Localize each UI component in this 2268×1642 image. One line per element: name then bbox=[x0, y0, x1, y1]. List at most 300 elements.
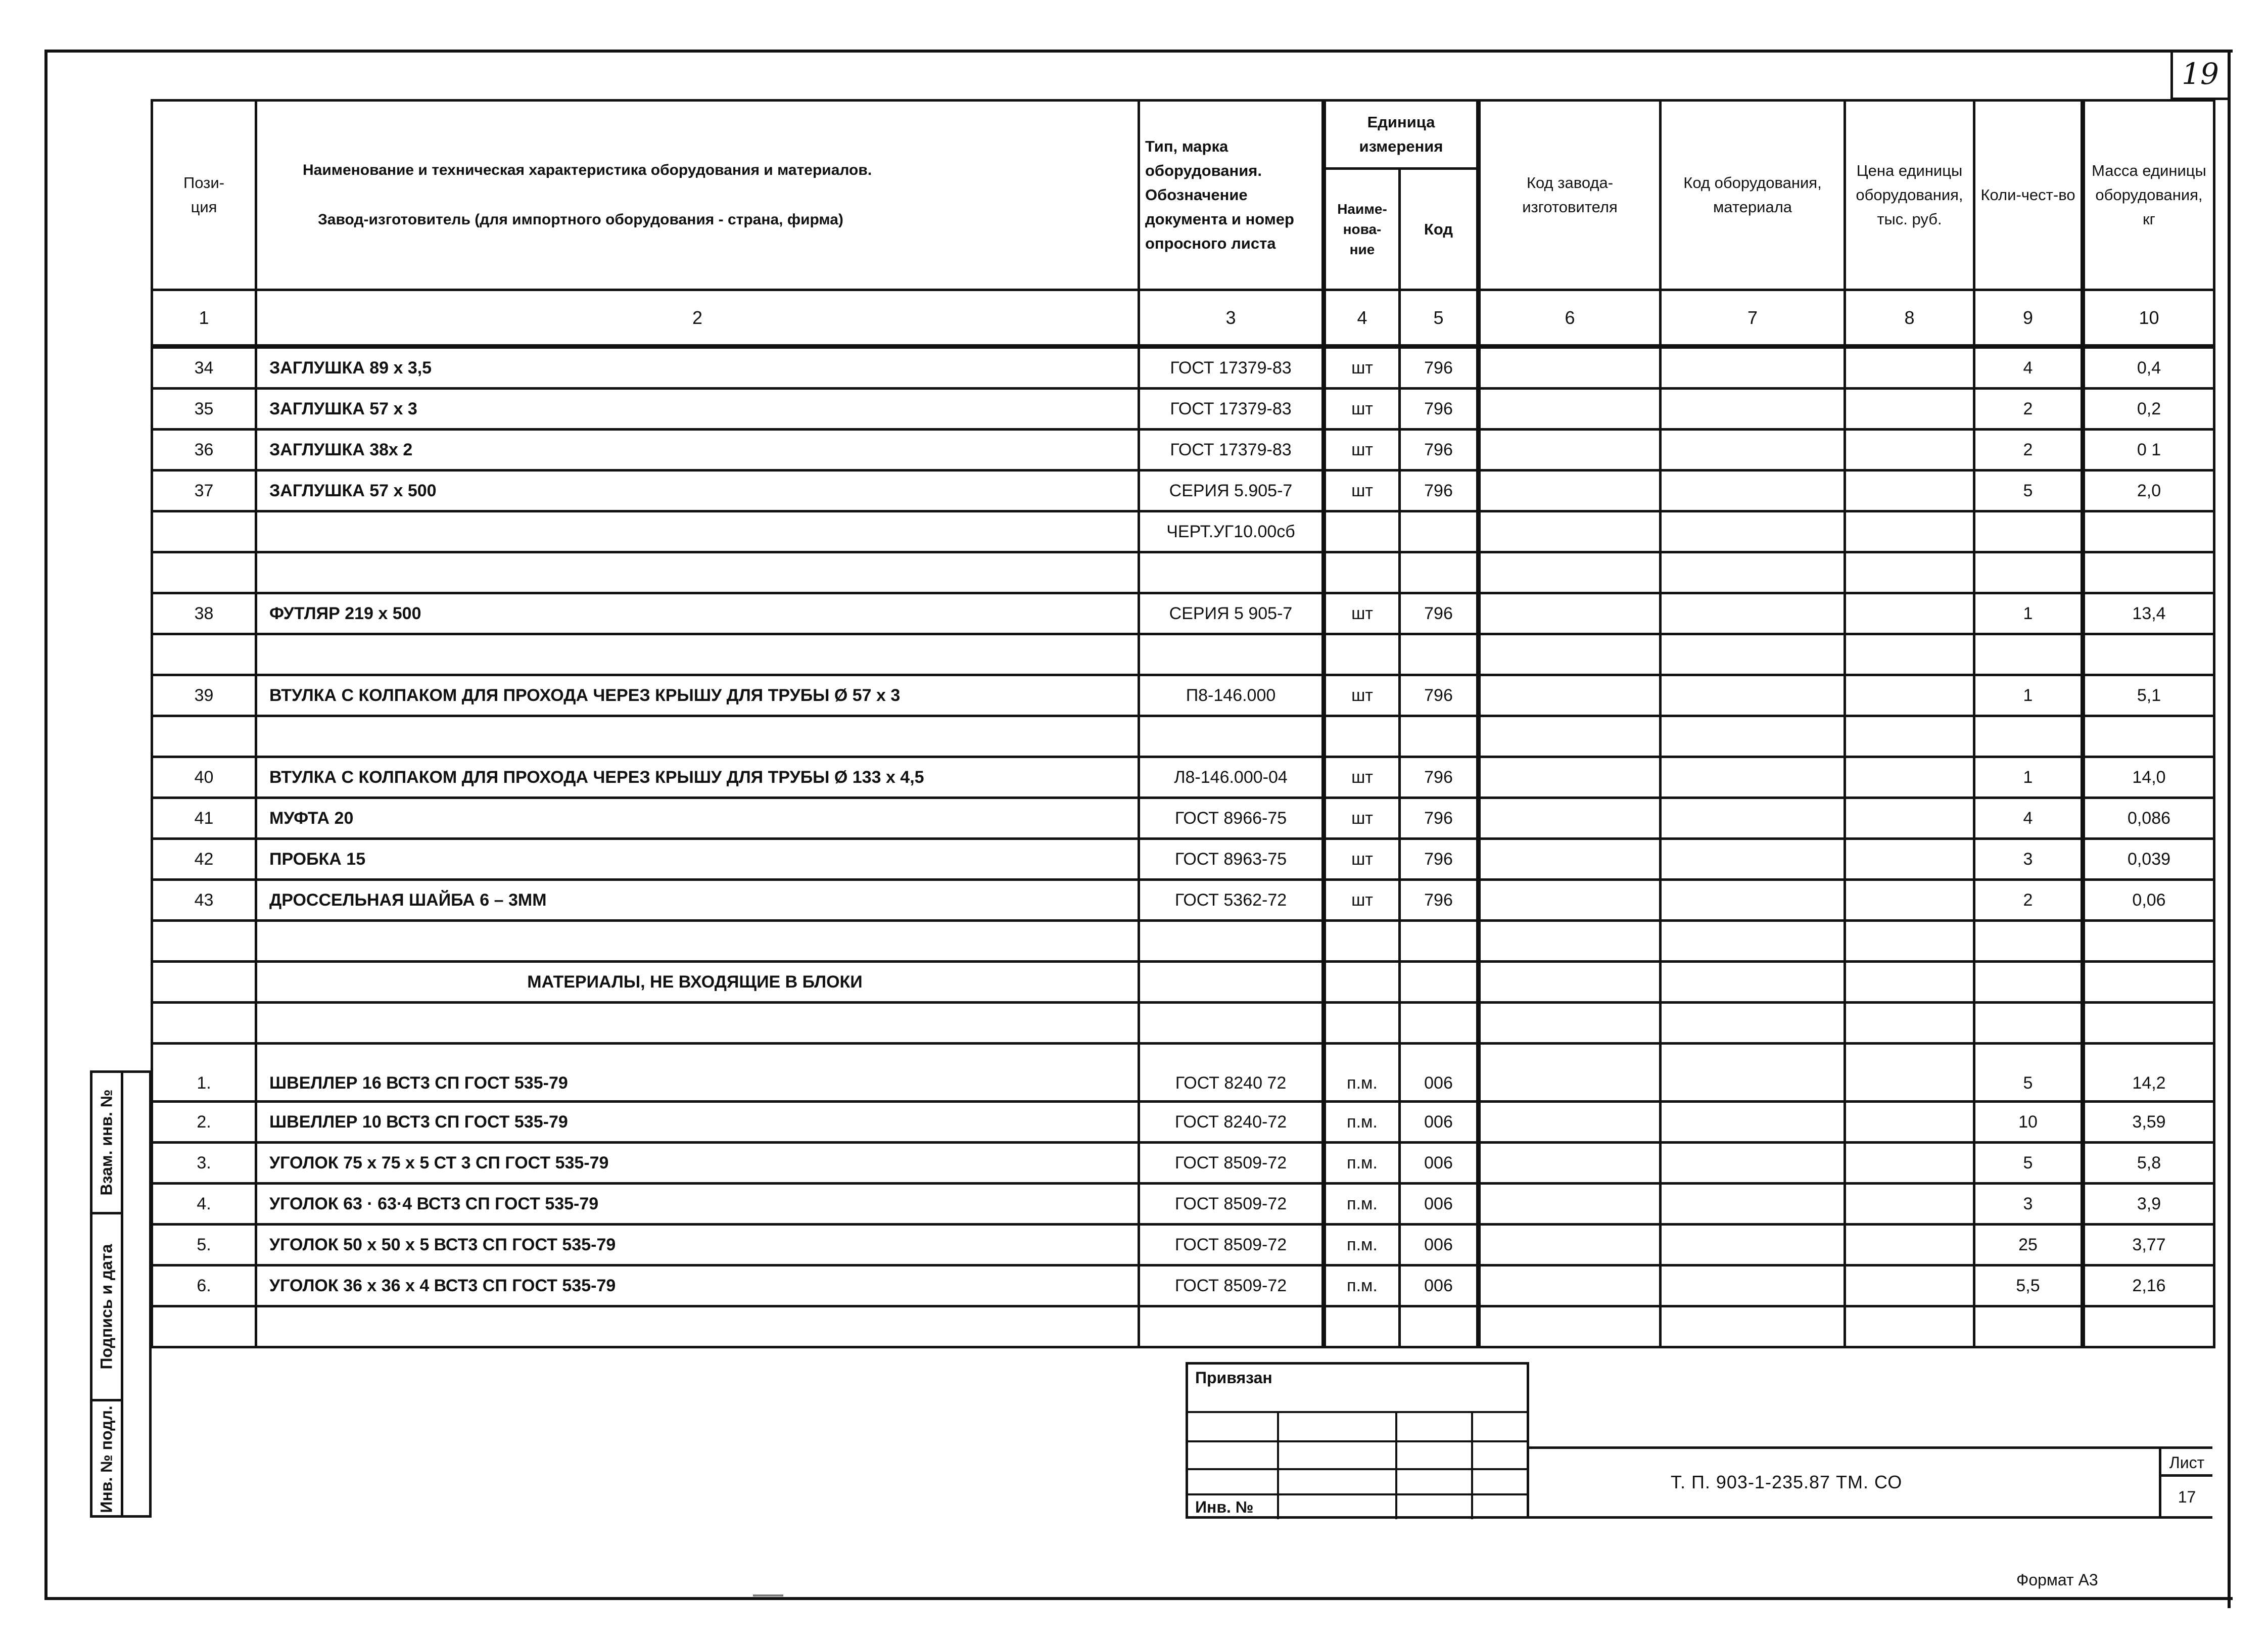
cell-equip-code bbox=[1661, 839, 1845, 880]
side-cell-sign-date bbox=[92, 1214, 121, 1401]
table-row bbox=[152, 347, 2214, 389]
cell-mass: 0,2 bbox=[2083, 389, 2214, 430]
cell-mass: 0 1 bbox=[2083, 430, 2214, 471]
cell-unit-code: 796 bbox=[1400, 389, 1479, 430]
cell-mass: 2,16 bbox=[2083, 1265, 2214, 1306]
cell-unit-name bbox=[1324, 634, 1400, 675]
cell-position: 36 bbox=[152, 430, 256, 471]
cell-position: 35 bbox=[152, 389, 256, 430]
cell-equip-code bbox=[1661, 798, 1845, 839]
cell-unit-name bbox=[1324, 716, 1400, 757]
cell-unit-name: п.м. bbox=[1324, 1102, 1400, 1143]
cell-position bbox=[152, 1003, 256, 1044]
column-number: 4 bbox=[1324, 290, 1400, 347]
cell-maker-code bbox=[1479, 430, 1661, 471]
cell-unit-name: шт bbox=[1324, 798, 1400, 839]
cell-price bbox=[1845, 634, 1974, 675]
cell-mass bbox=[2083, 716, 2214, 757]
cell-price bbox=[1845, 1225, 1974, 1265]
cell-mass: 0,4 bbox=[2083, 347, 2214, 389]
cell-mass: 0,086 bbox=[2083, 798, 2214, 839]
column-number: 5 bbox=[1400, 290, 1479, 347]
cell-mass: 13,4 bbox=[2083, 593, 2214, 634]
cell-position bbox=[152, 552, 256, 593]
cell-maker-code bbox=[1479, 1102, 1661, 1143]
cell-unit-code: 006 bbox=[1400, 1225, 1479, 1265]
cell-document: ГОСТ 17379-83 bbox=[1139, 389, 1324, 430]
cell-quantity: 2 bbox=[1974, 389, 2083, 430]
cell-mass: 14,0 bbox=[2083, 757, 2214, 798]
cell-unit-name: п.м. bbox=[1324, 1044, 1400, 1102]
table-row bbox=[152, 1225, 2214, 1265]
table-row bbox=[152, 757, 2214, 798]
cell-equip-code bbox=[1661, 962, 1845, 1003]
cell-mass: 5,8 bbox=[2083, 1143, 2214, 1184]
cell-quantity: 1 bbox=[1974, 757, 2083, 798]
table-row bbox=[152, 1306, 2214, 1347]
cell-name: УГОЛОК 36 х 36 х 4 ВСТ3 СП ГОСТ 535-79 bbox=[256, 1265, 1139, 1306]
cell-quantity: 3 bbox=[1974, 839, 2083, 880]
binding-stamp bbox=[1186, 1362, 1529, 1519]
cell-name: ДРОССЕЛЬНАЯ ШАЙБА 6 – 3ММ bbox=[256, 880, 1139, 921]
cell-price bbox=[1845, 675, 1974, 716]
cell-name bbox=[256, 1003, 1139, 1044]
cell-document: ГОСТ 8509-72 bbox=[1139, 1184, 1324, 1225]
cell-document: ГОСТ 8509-72 bbox=[1139, 1143, 1324, 1184]
cell-maker-code bbox=[1479, 962, 1661, 1003]
cell-name bbox=[256, 634, 1139, 675]
cell-position bbox=[152, 634, 256, 675]
table-row bbox=[152, 430, 2214, 471]
cell-equip-code bbox=[1661, 347, 1845, 389]
header-type: Тип, марка оборудования. Обозначение документа и номер опросного листа bbox=[1139, 101, 1324, 290]
cell-unit-code bbox=[1400, 552, 1479, 593]
header-maker-code: Код завода-изготовителя bbox=[1479, 101, 1661, 290]
cell-unit-name bbox=[1324, 962, 1400, 1003]
cell-document: СЕРИЯ 5.905-7 bbox=[1139, 471, 1324, 511]
cell-maker-code bbox=[1479, 1184, 1661, 1225]
cell-unit-code: 796 bbox=[1400, 347, 1479, 389]
cell-unit-code: 796 bbox=[1400, 839, 1479, 880]
cell-unit-name: шт bbox=[1324, 347, 1400, 389]
column-number: 8 bbox=[1845, 290, 1974, 347]
cell-position: 3. bbox=[152, 1143, 256, 1184]
cell-quantity bbox=[1974, 921, 2083, 962]
cell-name: УГОЛОК 63 · 63·4 ВСТ3 СП ГОСТ 535-79 bbox=[256, 1184, 1139, 1225]
cell-price bbox=[1845, 593, 1974, 634]
side-cell-inv-orig bbox=[92, 1401, 121, 1517]
cell-unit-code bbox=[1400, 634, 1479, 675]
cell-price bbox=[1845, 757, 1974, 798]
cell-unit-code bbox=[1400, 716, 1479, 757]
cell-price bbox=[1845, 1265, 1974, 1306]
cell-equip-code bbox=[1661, 1003, 1845, 1044]
cell-document: СЕРИЯ 5 905-7 bbox=[1139, 593, 1324, 634]
cell-equip-code bbox=[1661, 634, 1845, 675]
sheet-number: 17 bbox=[2178, 1488, 2196, 1506]
cell-unit-name: шт bbox=[1324, 430, 1400, 471]
header-unit-name: Наиме-нова-ние bbox=[1324, 169, 1400, 290]
column-number: 2 bbox=[256, 290, 1139, 347]
cell-equip-code bbox=[1661, 511, 1845, 552]
side-label-inv-orig: Инв. № подл. bbox=[97, 1405, 116, 1513]
cell-maker-code bbox=[1479, 552, 1661, 593]
cell-quantity: 2 bbox=[1974, 430, 2083, 471]
cell-name: УГОЛОК 50 х 50 х 5 ВСТ3 СП ГОСТ 535-79 bbox=[256, 1225, 1139, 1265]
cell-document: ЧЕРТ.УГ10.00сб bbox=[1139, 511, 1324, 552]
cell-unit-name bbox=[1324, 1306, 1400, 1347]
cell-price bbox=[1845, 839, 1974, 880]
table-row bbox=[152, 1265, 2214, 1306]
cell-maker-code bbox=[1479, 511, 1661, 552]
cell-quantity: 1 bbox=[1974, 675, 2083, 716]
cell-price bbox=[1845, 921, 1974, 962]
side-cell-inv-no bbox=[92, 1073, 121, 1214]
cell-unit-name bbox=[1324, 552, 1400, 593]
table-row bbox=[152, 716, 2214, 757]
cell-price bbox=[1845, 716, 1974, 757]
cell-unit-code bbox=[1400, 511, 1479, 552]
cell-position: 40 bbox=[152, 757, 256, 798]
cell-mass: 0,039 bbox=[2083, 839, 2214, 880]
cell-quantity bbox=[1974, 1003, 2083, 1044]
cell-unit-name bbox=[1324, 921, 1400, 962]
cell-document: ГОСТ 8966-75 bbox=[1139, 798, 1324, 839]
cell-unit-code: 006 bbox=[1400, 1102, 1479, 1143]
cell-position: 4. bbox=[152, 1184, 256, 1225]
cell-unit-name: п.м. bbox=[1324, 1265, 1400, 1306]
cell-name: ЗАГЛУШКА 89 х 3,5 bbox=[256, 347, 1139, 389]
header-name-line1: Наименование и техническая характеристика оборудования и материалов. bbox=[303, 162, 872, 178]
cell-unit-code: 796 bbox=[1400, 430, 1479, 471]
cell-name: ВТУЛКА С КОЛПАКОМ ДЛЯ ПРОХОДА ЧЕРЕЗ КРЫШУ ДЛЯ ТРУБЫ Ø 57 х 3 bbox=[256, 675, 1139, 716]
cell-document bbox=[1139, 716, 1324, 757]
cell-unit-code: 006 bbox=[1400, 1265, 1479, 1306]
table-row bbox=[152, 675, 2214, 716]
cell-unit-code: 006 bbox=[1400, 1184, 1479, 1225]
cell-document: ГОСТ 8963-75 bbox=[1139, 839, 1324, 880]
cell-price bbox=[1845, 798, 1974, 839]
cell-mass bbox=[2083, 552, 2214, 593]
cell-equip-code bbox=[1661, 1306, 1845, 1347]
cell-document: ГОСТ 8240-72 bbox=[1139, 1102, 1324, 1143]
cell-document: ГОСТ 17379-83 bbox=[1139, 430, 1324, 471]
cell-name bbox=[256, 716, 1139, 757]
cell-quantity bbox=[1974, 634, 2083, 675]
cell-equip-code bbox=[1661, 757, 1845, 798]
cell-unit-code: 796 bbox=[1400, 798, 1479, 839]
header-name bbox=[256, 101, 1139, 290]
table-row bbox=[152, 471, 2214, 511]
cell-unit-code: 796 bbox=[1400, 675, 1479, 716]
cell-unit-name: шт bbox=[1324, 593, 1400, 634]
document-code: Т. П. 903-1-235.87 ТМ. СО bbox=[1671, 1472, 1903, 1492]
specification-table bbox=[151, 99, 2215, 1348]
cell-quantity bbox=[1974, 716, 2083, 757]
cell-name: ШВЕЛЛЕР 16 ВСТ3 СП ГОСТ 535-79 bbox=[256, 1044, 1139, 1102]
cell-mass: 14,2 bbox=[2083, 1044, 2214, 1102]
cell-maker-code bbox=[1479, 880, 1661, 921]
cell-unit-name: шт bbox=[1324, 389, 1400, 430]
cell-position bbox=[152, 511, 256, 552]
cell-unit-code: 796 bbox=[1400, 471, 1479, 511]
cell-document bbox=[1139, 634, 1324, 675]
cell-position: 6. bbox=[152, 1265, 256, 1306]
cell-maker-code bbox=[1479, 634, 1661, 675]
cell-equip-code bbox=[1661, 1184, 1845, 1225]
table-row bbox=[152, 1003, 2214, 1044]
cell-name bbox=[256, 552, 1139, 593]
cell-equip-code bbox=[1661, 1265, 1845, 1306]
cell-document: П8-146.000 bbox=[1139, 675, 1324, 716]
stamp-bound-label: Привязан bbox=[1195, 1369, 1272, 1387]
cell-maker-code bbox=[1479, 1265, 1661, 1306]
cell-mass bbox=[2083, 962, 2214, 1003]
side-stamp bbox=[90, 1070, 152, 1518]
cell-unit-name: шт bbox=[1324, 880, 1400, 921]
cell-unit-name bbox=[1324, 1003, 1400, 1044]
header-mass: Масса единицы оборудования, кг bbox=[2083, 101, 2214, 290]
table-row bbox=[152, 921, 2214, 962]
cell-name: ЗАГЛУШКА 38х 2 bbox=[256, 430, 1139, 471]
cell-unit-name: п.м. bbox=[1324, 1184, 1400, 1225]
cell-position bbox=[152, 716, 256, 757]
column-number: 6 bbox=[1479, 290, 1661, 347]
cell-maker-code bbox=[1479, 1306, 1661, 1347]
cell-quantity: 25 bbox=[1974, 1225, 2083, 1265]
header-unit-code: Код bbox=[1400, 169, 1479, 290]
cell-quantity: 4 bbox=[1974, 798, 2083, 839]
cell-position: 41 bbox=[152, 798, 256, 839]
cell-unit-code: 006 bbox=[1400, 1044, 1479, 1102]
table-row bbox=[152, 634, 2214, 675]
cell-price bbox=[1845, 1143, 1974, 1184]
cell-unit-name: шт bbox=[1324, 675, 1400, 716]
cell-position bbox=[152, 1306, 256, 1347]
table-row bbox=[152, 511, 2214, 552]
cell-price bbox=[1845, 1003, 1974, 1044]
cell-position: 2. bbox=[152, 1102, 256, 1143]
table-row bbox=[152, 1143, 2214, 1184]
section-row bbox=[152, 962, 2214, 1003]
cell-mass: 5,1 bbox=[2083, 675, 2214, 716]
cell-position: 39 bbox=[152, 675, 256, 716]
cell-unit-code bbox=[1400, 962, 1479, 1003]
cell-equip-code bbox=[1661, 1044, 1845, 1102]
cell-mass bbox=[2083, 511, 2214, 552]
cell-position bbox=[152, 962, 256, 1003]
cell-name bbox=[256, 921, 1139, 962]
cell-price bbox=[1845, 511, 1974, 552]
cell-position: 5. bbox=[152, 1225, 256, 1265]
header-equip-code: Код оборудования, материала bbox=[1661, 101, 1845, 290]
cell-unit-code bbox=[1400, 1306, 1479, 1347]
sheet-box bbox=[2159, 1449, 2212, 1516]
cell-quantity: 3 bbox=[1974, 1184, 2083, 1225]
cell-position bbox=[152, 921, 256, 962]
cell-document: ГОСТ 17379-83 bbox=[1139, 347, 1324, 389]
cell-maker-code bbox=[1479, 716, 1661, 757]
cell-mass bbox=[2083, 921, 2214, 962]
cell-price bbox=[1845, 389, 1974, 430]
cell-quantity bbox=[1974, 552, 2083, 593]
cell-equip-code bbox=[1661, 1102, 1845, 1143]
header-position: Пози- ция bbox=[152, 101, 256, 290]
cell-price bbox=[1845, 430, 1974, 471]
cell-name: ПРОБКА 15 bbox=[256, 839, 1139, 880]
cell-unit-name: шт bbox=[1324, 757, 1400, 798]
cell-equip-code bbox=[1661, 593, 1845, 634]
cell-document: ГОСТ 5362-72 bbox=[1139, 880, 1324, 921]
cell-position: 1. bbox=[152, 1044, 256, 1102]
cell-maker-code bbox=[1479, 1003, 1661, 1044]
cell-unit-name: п.м. bbox=[1324, 1143, 1400, 1184]
cell-position: 43 bbox=[152, 880, 256, 921]
page-mark: 19 bbox=[2170, 50, 2228, 100]
drawing-frame-right-edge bbox=[2228, 50, 2231, 1608]
cell-quantity: 2 bbox=[1974, 880, 2083, 921]
cell-equip-code bbox=[1661, 880, 1845, 921]
cell-unit-name: шт bbox=[1324, 471, 1400, 511]
header-quantity: Коли-чест-во bbox=[1974, 101, 2083, 290]
cell-unit-code: 796 bbox=[1400, 757, 1479, 798]
cell-mass: 2,0 bbox=[2083, 471, 2214, 511]
cell-name: УГОЛОК 75 х 75 х 5 СТ 3 СП ГОСТ 535-79 bbox=[256, 1143, 1139, 1184]
header-unit-group: Единица измерения bbox=[1324, 101, 1479, 169]
cell-price bbox=[1845, 347, 1974, 389]
cell-price bbox=[1845, 471, 1974, 511]
cell-price bbox=[1845, 1044, 1974, 1102]
header-price: Цена единицы оборудования, тыс. руб. bbox=[1845, 101, 1974, 290]
table-row bbox=[152, 1184, 2214, 1225]
header-name-line2: Завод-изготовитель (для импортного оборудования - страна, фирма) bbox=[318, 211, 843, 228]
cell-equip-code bbox=[1661, 675, 1845, 716]
cell-name: ШВЕЛЛЕР 10 ВСТ3 СП ГОСТ 535-79 bbox=[256, 1102, 1139, 1143]
table-row bbox=[152, 1044, 2214, 1102]
table-header-row bbox=[152, 101, 2214, 169]
cell-unit-name bbox=[1324, 511, 1400, 552]
table-row bbox=[152, 593, 2214, 634]
stamp-inv-label: Инв. № bbox=[1195, 1498, 1254, 1516]
cell-equip-code bbox=[1661, 1225, 1845, 1265]
cell-unit-name: п.м. bbox=[1324, 1225, 1400, 1265]
cell-quantity bbox=[1974, 511, 2083, 552]
cell-equip-code bbox=[1661, 552, 1845, 593]
cell-document bbox=[1139, 921, 1324, 962]
cell-maker-code bbox=[1479, 921, 1661, 962]
cell-mass bbox=[2083, 634, 2214, 675]
cell-maker-code bbox=[1479, 1143, 1661, 1184]
cell-unit-code: 796 bbox=[1400, 593, 1479, 634]
cell-equip-code bbox=[1661, 389, 1845, 430]
cell-document bbox=[1139, 962, 1324, 1003]
cell-document bbox=[1139, 1003, 1324, 1044]
cell-quantity: 5 bbox=[1974, 1044, 2083, 1102]
column-number: 3 bbox=[1139, 290, 1324, 347]
column-number-row bbox=[152, 290, 2214, 347]
cell-quantity: 5,5 bbox=[1974, 1265, 2083, 1306]
table-row bbox=[152, 880, 2214, 921]
cell-quantity bbox=[1974, 962, 2083, 1003]
cell-unit-name: шт bbox=[1324, 839, 1400, 880]
cell-name: МУФТА 20 bbox=[256, 798, 1139, 839]
cell-name: МАТЕРИАЛЫ, НЕ ВХОДЯЩИЕ В БЛОКИ bbox=[256, 962, 1139, 1003]
cell-price bbox=[1845, 552, 1974, 593]
cell-document: Л8-146.000-04 bbox=[1139, 757, 1324, 798]
cell-document: ГОСТ 8509-72 bbox=[1139, 1265, 1324, 1306]
title-block bbox=[1529, 1446, 2212, 1519]
cell-price bbox=[1845, 880, 1974, 921]
cell-quantity: 5 bbox=[1974, 471, 2083, 511]
cell-equip-code bbox=[1661, 921, 1845, 962]
sheet-label: Лист bbox=[2161, 1449, 2212, 1477]
cell-equip-code bbox=[1661, 1143, 1845, 1184]
cell-position: 38 bbox=[152, 593, 256, 634]
scan-mark bbox=[753, 1594, 783, 1597]
column-number: 9 bbox=[1974, 290, 2083, 347]
cell-maker-code bbox=[1479, 347, 1661, 389]
cell-maker-code bbox=[1479, 389, 1661, 430]
column-number: 7 bbox=[1661, 290, 1845, 347]
table-row bbox=[152, 1102, 2214, 1143]
table-row bbox=[152, 798, 2214, 839]
cell-unit-code bbox=[1400, 921, 1479, 962]
cell-price bbox=[1845, 1306, 1974, 1347]
cell-maker-code bbox=[1479, 798, 1661, 839]
cell-mass: 3,59 bbox=[2083, 1102, 2214, 1143]
cell-mass: 0,06 bbox=[2083, 880, 2214, 921]
cell-document: ГОСТ 8240 72 bbox=[1139, 1044, 1324, 1102]
cell-quantity: 4 bbox=[1974, 347, 2083, 389]
column-number: 10 bbox=[2083, 290, 2214, 347]
cell-maker-code bbox=[1479, 471, 1661, 511]
cell-equip-code bbox=[1661, 430, 1845, 471]
cell-name: ФУТЛЯР 219 х 500 bbox=[256, 593, 1139, 634]
cell-mass bbox=[2083, 1003, 2214, 1044]
cell-maker-code bbox=[1479, 675, 1661, 716]
cell-position: 37 bbox=[152, 471, 256, 511]
format-label: Формат А3 bbox=[2016, 1571, 2098, 1589]
cell-maker-code bbox=[1479, 839, 1661, 880]
cell-maker-code bbox=[1479, 1225, 1661, 1265]
cell-price bbox=[1845, 962, 1974, 1003]
cell-price bbox=[1845, 1184, 1974, 1225]
cell-unit-code: 006 bbox=[1400, 1143, 1479, 1184]
cell-mass: 3,9 bbox=[2083, 1184, 2214, 1225]
table-row bbox=[152, 839, 2214, 880]
cell-unit-code: 796 bbox=[1400, 880, 1479, 921]
cell-name bbox=[256, 511, 1139, 552]
cell-maker-code bbox=[1479, 757, 1661, 798]
table-row bbox=[152, 389, 2214, 430]
cell-document: ГОСТ 8509-72 bbox=[1139, 1225, 1324, 1265]
cell-document bbox=[1139, 552, 1324, 593]
cell-position: 42 bbox=[152, 839, 256, 880]
cell-quantity: 5 bbox=[1974, 1143, 2083, 1184]
cell-mass bbox=[2083, 1306, 2214, 1347]
cell-quantity bbox=[1974, 1306, 2083, 1347]
cell-name bbox=[256, 1306, 1139, 1347]
table-row bbox=[152, 552, 2214, 593]
cell-price bbox=[1845, 1102, 1974, 1143]
cell-name: ВТУЛКА С КОЛПАКОМ ДЛЯ ПРОХОДА ЧЕРЕЗ КРЫШУ ДЛЯ ТРУБЫ Ø 133 х 4,5 bbox=[256, 757, 1139, 798]
side-label-sign-date: Подпись и дата bbox=[97, 1244, 116, 1370]
cell-maker-code bbox=[1479, 593, 1661, 634]
cell-maker-code bbox=[1479, 1044, 1661, 1102]
cell-equip-code bbox=[1661, 716, 1845, 757]
cell-quantity: 10 bbox=[1974, 1102, 2083, 1143]
cell-name: ЗАГЛУШКА 57 х 500 bbox=[256, 471, 1139, 511]
